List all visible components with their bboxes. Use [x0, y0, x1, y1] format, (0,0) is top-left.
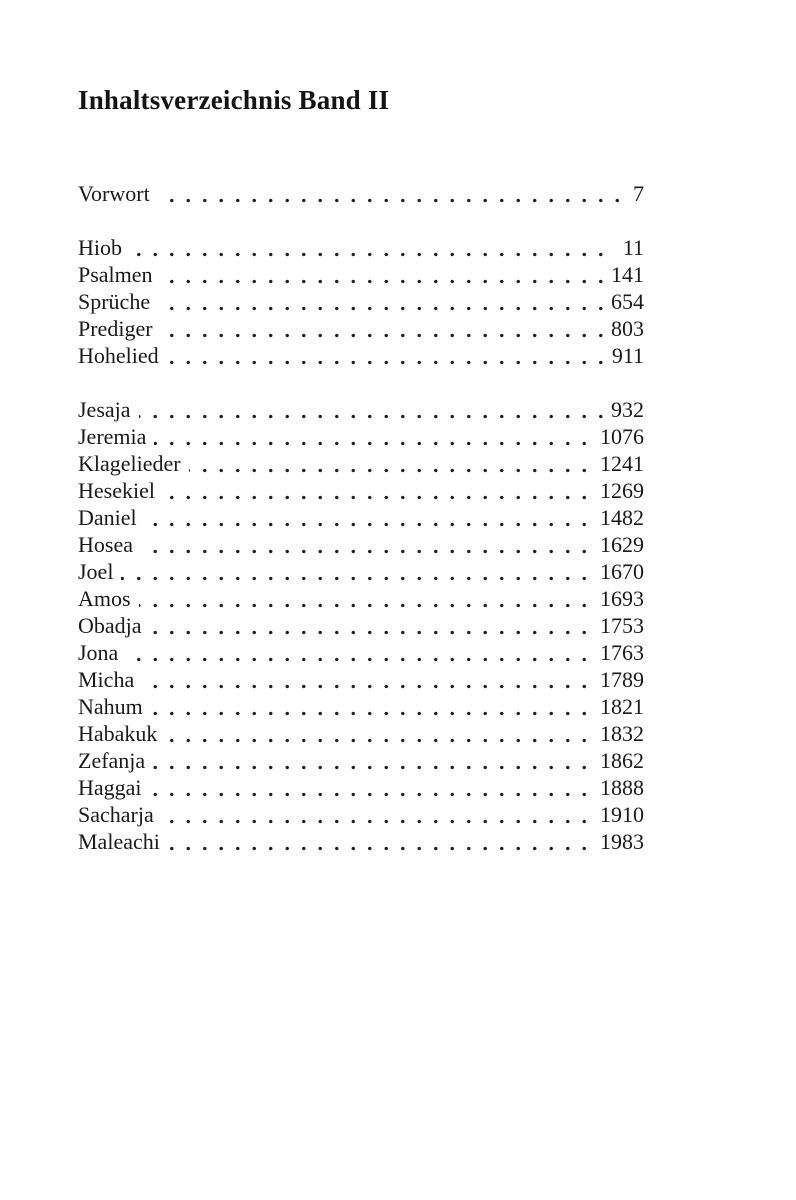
- toc-entry-page: 11: [615, 234, 644, 261]
- toc-entry: [78, 531, 644, 558]
- toc-entry-page: 1753: [592, 612, 644, 639]
- toc-entry: [78, 396, 644, 423]
- toc-entry-page: 1862: [592, 747, 644, 774]
- toc-entry-page: 911: [604, 342, 644, 369]
- toc-entry-label: Amos: [78, 585, 139, 612]
- toc-entry-label: Sacharja: [78, 801, 162, 828]
- section-spacer: [78, 207, 644, 234]
- toc-entry-page: 1629: [592, 531, 644, 558]
- toc-entry: [78, 450, 644, 477]
- toc-entry-page: 1482: [592, 504, 644, 531]
- toc-entry-label: Daniel: [78, 504, 145, 531]
- page-content: [78, 0, 644, 855]
- page-title: Inhaltsverzeichnis Band II: [78, 85, 390, 115]
- toc-entry-label: Nahum: [78, 693, 151, 720]
- toc-entry-page: 1269: [592, 477, 644, 504]
- toc-entry-label: Sprüche: [78, 288, 158, 315]
- toc-entry-page: 803: [603, 315, 644, 342]
- toc-entry-label: Hosea: [78, 531, 141, 558]
- toc-entry-label: Zefanja: [78, 747, 153, 774]
- toc-section-preface: [78, 180, 644, 207]
- toc-entry-page: 7: [625, 180, 644, 207]
- toc-entry-label: Hohelied: [78, 342, 167, 369]
- toc-entry-label: Jesaja: [78, 396, 139, 423]
- toc-entry: [78, 423, 644, 450]
- toc-entry-page: 1670: [592, 558, 644, 585]
- toc-entry: [78, 342, 644, 369]
- toc-entry-page: 1821: [592, 693, 644, 720]
- toc-entry-label: Hiob: [78, 234, 130, 261]
- toc-entry: [78, 585, 644, 612]
- toc-entry-label: Psalmen: [78, 261, 161, 288]
- toc-entry: [78, 693, 644, 720]
- toc-entry-label: Jona: [78, 639, 126, 666]
- toc-entry: [78, 234, 644, 261]
- toc-entry: [78, 261, 644, 288]
- toc-entry-page: 932: [603, 396, 644, 423]
- toc-entry-label: Joel: [78, 558, 121, 585]
- toc-entry-label: Jeremia: [78, 423, 154, 450]
- toc-entry: [78, 774, 644, 801]
- toc-entry-label: Hesekiel: [78, 477, 163, 504]
- toc-entry-page: 1763: [592, 639, 644, 666]
- toc-entry-page: 1076: [592, 423, 644, 450]
- toc-entry-page: 141: [603, 261, 644, 288]
- toc-entry-label: Prediger: [78, 315, 161, 342]
- toc-entry: [78, 747, 644, 774]
- toc-entry-label: Haggai: [78, 774, 150, 801]
- toc-entry-label: Maleachi: [78, 828, 168, 855]
- toc-entry-label: Klagelieder: [78, 450, 189, 477]
- toc-entry: [78, 288, 644, 315]
- toc-entry-page: 1693: [592, 585, 644, 612]
- toc-entry-page: 1789: [592, 666, 644, 693]
- toc-entry-label: Vorwort: [78, 180, 158, 207]
- toc-entry-label: Habakuk: [78, 720, 165, 747]
- toc-entry-page: 1910: [592, 801, 644, 828]
- toc-entry-label: Micha: [78, 666, 142, 693]
- toc-entry: [78, 612, 644, 639]
- toc-entry: [78, 558, 644, 585]
- toc-entry-page: 1832: [592, 720, 644, 747]
- section-spacer: [78, 369, 644, 396]
- toc-entry-page: 1983: [592, 828, 644, 855]
- toc-entry: [78, 315, 644, 342]
- toc-entry: [78, 801, 644, 828]
- toc-entry: [78, 639, 644, 666]
- toc-entry-page: 1888: [592, 774, 644, 801]
- toc-entry: [78, 720, 644, 747]
- toc-entry-page: 654: [603, 288, 644, 315]
- toc-entry: [78, 828, 644, 855]
- toc-section-writings: [78, 234, 644, 369]
- table-of-contents: [78, 180, 644, 855]
- toc-entry: [78, 477, 644, 504]
- toc-entry-page: 1241: [592, 450, 644, 477]
- toc-entry: [78, 504, 644, 531]
- toc-section-prophets: [78, 396, 644, 855]
- toc-entry: [78, 666, 644, 693]
- toc-entry-label: Obadja: [78, 612, 150, 639]
- toc-entry: [78, 180, 644, 207]
